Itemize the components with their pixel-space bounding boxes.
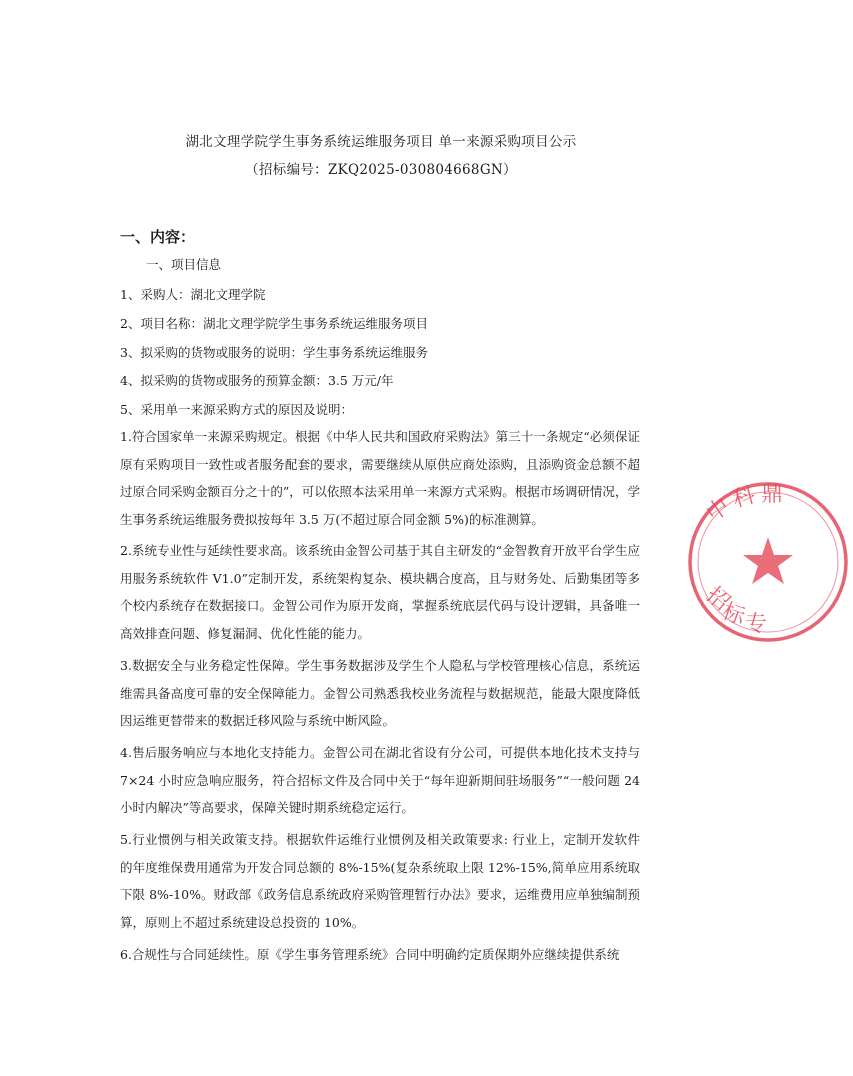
seal-star-icon: [743, 537, 793, 584]
item-purchaser: 1、采购人：湖北文理学院: [120, 287, 266, 302]
item-budget: 4、拟采购的货物或服务的预算金额：3.5 万元/年: [120, 373, 394, 388]
paragraph-4: 4.售后服务响应与本地化支持能力。金智公司在湖北省设有分公司，可提供本地化技术支持与 7×24 小时应急响应服务，符合招标文件及合同中关于“每年迎新期间驻场服务”“一般问题 24 小时内解决”等高要求，保障关键时期系统稳定运行。: [120, 745, 640, 815]
section-heading: 一、内容：: [120, 228, 196, 246]
paragraph-3: 3.数据安全与业务稳定性保障。学生事务数据涉及学生个人隐私与学校管理核心信息，系统运维需具备高度可靠的安全保障能力。金智公司熟悉我校业务流程与数据规范，能最大限度降低因运维更替带来的数据迁移风险与系统中断风险。: [120, 658, 640, 728]
paragraph-1: 1.符合国家单一来源采购规定。根据《中华人民共和国政府采购法》第三十一条规定“必须保证原有采购项目一致性或者服务配套的要求，需要继续从原供应商处添购，且添购资金总额不超过原合同采购金额百分之十的”，可以依照本法采用单一来源方式采购。根据市场调研情况，学生事务系统运维服务费拟按每年 3.5 万(不超过原合同金额 5%)的标准测算。: [120, 429, 640, 527]
svg-text:鼎: 鼎: [761, 482, 784, 507]
svg-text:标: 标: [718, 599, 749, 631]
tender-number: （招标编号：ZKQ2025-030804668GN）: [245, 162, 517, 178]
sub-heading-project-info: 一、项目信息: [146, 257, 222, 272]
svg-text:中: 中: [702, 493, 735, 527]
paragraph-5: 5.行业惯例与相关政策支持。根据软件运维行业惯例及相关政策要求: 行业上，定制开发软件的年度维保费用通常为开发合同总额的 8%-15%(复杂系统取上限 12%-15%,简单应用系统取下限 8%-10%。财政部《政务信息系统政府采购管理暂行办法》要求，运维费用应单独编制预算，原则上不超过系统建设总投资的 10%。: [120, 832, 640, 930]
item-reason-heading: 5、采用单一来源采购方式的原因及说明：: [120, 402, 353, 417]
document-title: 湖北文理学院学生事务系统运维服务项目 单一来源采购项目公示: [185, 134, 577, 150]
item-service-description: 3、拟采购的货物或服务的说明：学生事务系统运维服务: [120, 345, 428, 360]
svg-text:专: 专: [745, 612, 768, 637]
paragraph-2: 2.系统专业性与延续性要求高。该系统由金智公司基于其自主研发的“金智教育开放平台学生应用服务系统软件 V1.0”定制开发，系统架构复杂、模块耦合度高，且与财务处、后勤集团等多个校内系统存在数据接口。金智公司作为原开发商，掌握系统底层代码与设计逻辑，具备唯一高效排查问题、修复漏洞、优化性能的能力。: [120, 543, 640, 641]
official-seal-stamp: [683, 477, 853, 647]
svg-text:招: 招: [701, 582, 735, 616]
svg-text:科: 科: [730, 482, 758, 513]
paragraph-6: 6.合规性与合同延续性。原《学生事务管理系统》合同中明确约定质保期外应继续提供系统: [120, 947, 620, 962]
item-project-name: 2、项目名称：湖北文理学院学生事务系统运维服务项目: [120, 316, 428, 331]
